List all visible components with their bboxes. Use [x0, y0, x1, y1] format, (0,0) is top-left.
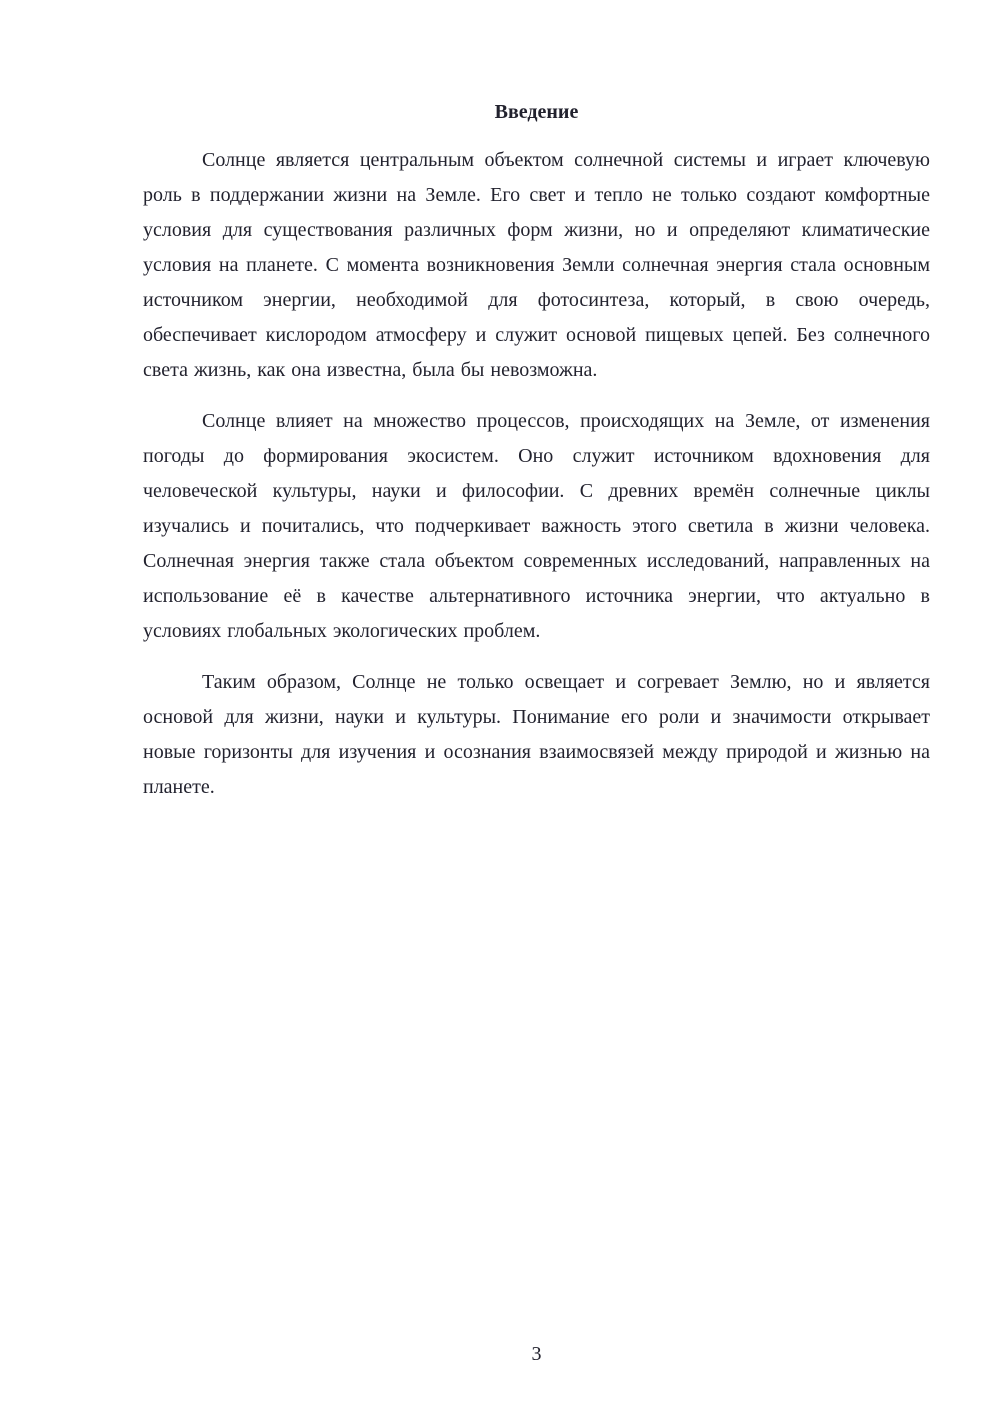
paragraph-sun-influence: Солнце влияет на множество процессов, происходящих на Земле, от изменения погоды до формирования экосистем. Оно служит источником вдохновения для человеческой культуры, науки и философии. С древних времён солнечные циклы изучались и почитались, что подчеркивает важность этого светила в жизни человека. Солнечная энергия также стала объектом современных исследований, направленных на использование её в качестве альтернативного источника энергии, что актуально в условиях глобальных экологических проблем.	[143, 410, 930, 642]
paragraph-intro-sun-role: Солнце является центральным объектом солнечной системы и играет ключевую роль в поддержании жизни на Земле. Его свет и тепло не только создают комфортные условия для существования различных форм жизни, но и определяют климатические условия на планете. С момента возникновения Земли солнечная энергия стала основным источником энергии, необходимой для фотосинтеза, который, в свою очередь, обеспечивает кислородом атмосферу и служит основой пищевых цепей. Без солнечного света жизнь, как она известна, была бы невозможна.	[143, 149, 930, 381]
document-body	[143, 95, 930, 821]
paragraph-conclusion: Таким образом, Солнце не только освещает и согревает Землю, но и является основой для жизни, науки и культуры. Понимание его роли и значимости открывает новые горизонты для изучения и осознания взаимосвязей между природой и жизнью на планете.	[143, 671, 930, 798]
document-title: Введение	[494, 101, 579, 123]
page-number: 3	[531, 1343, 542, 1365]
